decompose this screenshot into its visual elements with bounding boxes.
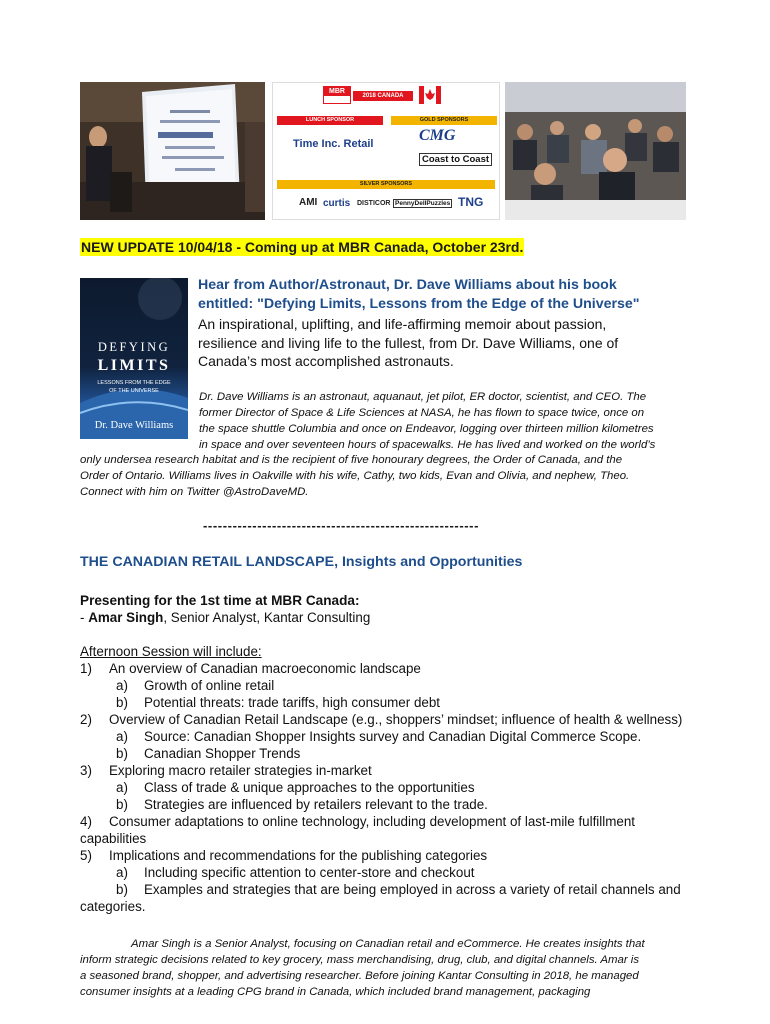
- book-author: Dr. Dave Williams: [94, 420, 174, 431]
- sponsor-board-header: 2018 CANADA: [353, 91, 413, 101]
- mbr-logo: MBR: [323, 86, 351, 104]
- agenda-marker: a): [116, 780, 128, 795]
- silver-sponsor-logo-tng: TNG: [458, 195, 484, 209]
- williams-bio-line: Connect with him on Twitter @AstroDaveMD.: [80, 486, 309, 498]
- agenda-marker: b): [116, 797, 128, 812]
- silver-sponsor-logo-ami: AMI: [299, 197, 318, 208]
- book-title-line1: DEFYING: [97, 340, 171, 354]
- presenter-role: , Senior Analyst, Kantar Consulting: [163, 610, 371, 625]
- williams-bio-line: the space shuttle Columbia and once on Endeavor, logging over thirteen million kilometres: [199, 423, 654, 435]
- gold-sponsor-logo-coast: Coast to Coast: [419, 153, 492, 166]
- gold-sponsor-logo-cmg: CMG: [419, 127, 456, 144]
- agenda-marker: a): [116, 678, 128, 693]
- book-title-line2: LIMITS: [97, 357, 171, 374]
- book-subtitle-line2: OF THE UNIVERSE: [109, 388, 159, 394]
- agenda-text: Growth of online retail: [144, 678, 275, 693]
- silver-sponsor-logo-pennydell: PennyDellPuzzles: [395, 200, 451, 207]
- agenda-marker: a): [116, 729, 128, 744]
- agenda-text: categories.: [80, 899, 146, 914]
- intro-body-line: resilience and living life to the fullest, from Dr. Dave Williams, one of: [198, 335, 619, 351]
- intro-body-line: Canada’s most accomplished astronauts.: [198, 353, 454, 369]
- sponsor-board: [272, 82, 500, 220]
- agenda-marker: 1): [80, 661, 92, 676]
- williams-bio-line: former Director of Space & Life Sciences at NASA, he has flown to space twice, once on: [199, 407, 645, 419]
- gold-sponsors-label: GOLD SPONSORS: [391, 116, 497, 125]
- agenda-marker: 3): [80, 763, 92, 778]
- agenda-text: Including specific attention to center-store and checkout: [144, 865, 475, 880]
- agenda-text: Potential threats: trade tariffs, high consumer debt: [144, 695, 440, 710]
- book-cover-image: [80, 278, 188, 439]
- amar-bio-line: consumer insights at a leading CPG brand in Canada, which included brand management, packaging: [80, 986, 591, 998]
- agenda-marker: b): [116, 695, 128, 710]
- lunch-sponsor-label: LUNCH SPONSOR: [277, 116, 383, 125]
- intro-heading-line1: Hear from Author/Astronaut, Dr. Dave Williams about his book: [198, 277, 617, 293]
- agenda-text: Canadian Shopper Trends: [144, 746, 301, 761]
- agenda-marker: 5): [80, 848, 92, 863]
- silver-sponsor-logo-curtis: curtis: [323, 198, 351, 209]
- agenda-marker: a): [116, 865, 128, 880]
- williams-bio-line: in space and over seventeen hours of spacewalks. He has lived and worked on the world’s: [199, 439, 656, 451]
- agenda-marker: b): [116, 746, 128, 761]
- section-divider: --------------------------------------------------------: [203, 518, 480, 533]
- agenda-text: Exploring macro retailer strategies in-market: [109, 763, 372, 778]
- presenting-heading: Presenting for the 1st time at MBR Canada:: [80, 593, 360, 608]
- silver-sponsor-logo-disticor: DISTICOR: [357, 200, 391, 207]
- book-subtitle-line1: LESSONS FROM THE EDGE: [97, 380, 171, 386]
- agenda-text: capabilities: [80, 831, 147, 846]
- amar-bio-line: a seasoned brand, shopper, and advertising researcher. Before joining Kantar Consulting in 2018, he managed: [80, 970, 639, 982]
- lunch-sponsor-logo: Time Inc. Retail: [293, 138, 374, 150]
- update-headline: NEW UPDATE 10/04/18 - Coming up at MBR Canada, October 23rd.: [81, 239, 524, 255]
- amar-bio-line: inform strategic decisions related to key grocery, mass merchandising, drug, club, and digital channels. Amar is: [80, 954, 640, 966]
- agenda-marker: 4): [80, 814, 92, 829]
- intro-heading-line2: entitled: "Defying Limits, Lessons from the Edge of the Universe": [198, 296, 640, 312]
- presenter-name: Amar Singh: [88, 610, 164, 625]
- agenda-text: Class of trade & unique approaches to the opportunities: [144, 780, 475, 795]
- agenda-text: Implications and recommendations for the publishing categories: [109, 848, 488, 863]
- canada-flag-icon: [419, 86, 441, 104]
- conference-photo-audience: [505, 82, 686, 220]
- agenda-text: Examples and strategies that are being employed in across a variety of retail channels and: [144, 882, 681, 897]
- williams-bio-line: Order of Ontario. Williams lives in Oakville with his wife, Cathy, two kids, Evan and Olivia, and nephew, Theo.: [80, 470, 630, 482]
- intro-body-line: An inspirational, uplifting, and life-affirming memoir about passion,: [198, 316, 607, 332]
- presenter-dash: -: [80, 610, 89, 625]
- agenda-marker: b): [116, 882, 128, 897]
- presenter-line: [80, 609, 370, 626]
- silver-sponsors-label: SILVER SPONSORS: [277, 180, 495, 189]
- agenda-text: Overview of Canadian Retail Landscape (e.g., shoppers’ mindset; influence of health & wellness): [109, 712, 683, 727]
- conference-photo-presenter: [80, 82, 265, 220]
- section-title: THE CANADIAN RETAIL LANDSCAPE, Insights and Opportunities: [80, 554, 523, 570]
- williams-bio-line: Dr. Dave Williams is an astronaut, aquanaut, jet pilot, ER doctor, scientist, and CEO. The: [199, 391, 647, 403]
- williams-bio-line: only undersea research habitat and is the recipient of five honourary degrees, the Order of Canada, and the: [80, 454, 623, 466]
- agenda-marker: 2): [80, 712, 92, 727]
- agenda-heading: Afternoon Session will include:: [80, 644, 262, 659]
- agenda-text: Consumer adaptations to online technology, including development of last-mile fulfillment: [109, 814, 636, 829]
- agenda-text: Strategies are influenced by retailers relevant to the trade.: [144, 797, 488, 812]
- agenda-text: Source: Canadian Shopper Insights survey and Canadian Digital Commerce Scope.: [144, 729, 642, 744]
- agenda-text: An overview of Canadian macroeconomic landscape: [109, 661, 421, 676]
- amar-bio-line: Amar Singh is a Senior Analyst, focusing on Canadian retail and eCommerce. He creates insights that: [131, 938, 645, 950]
